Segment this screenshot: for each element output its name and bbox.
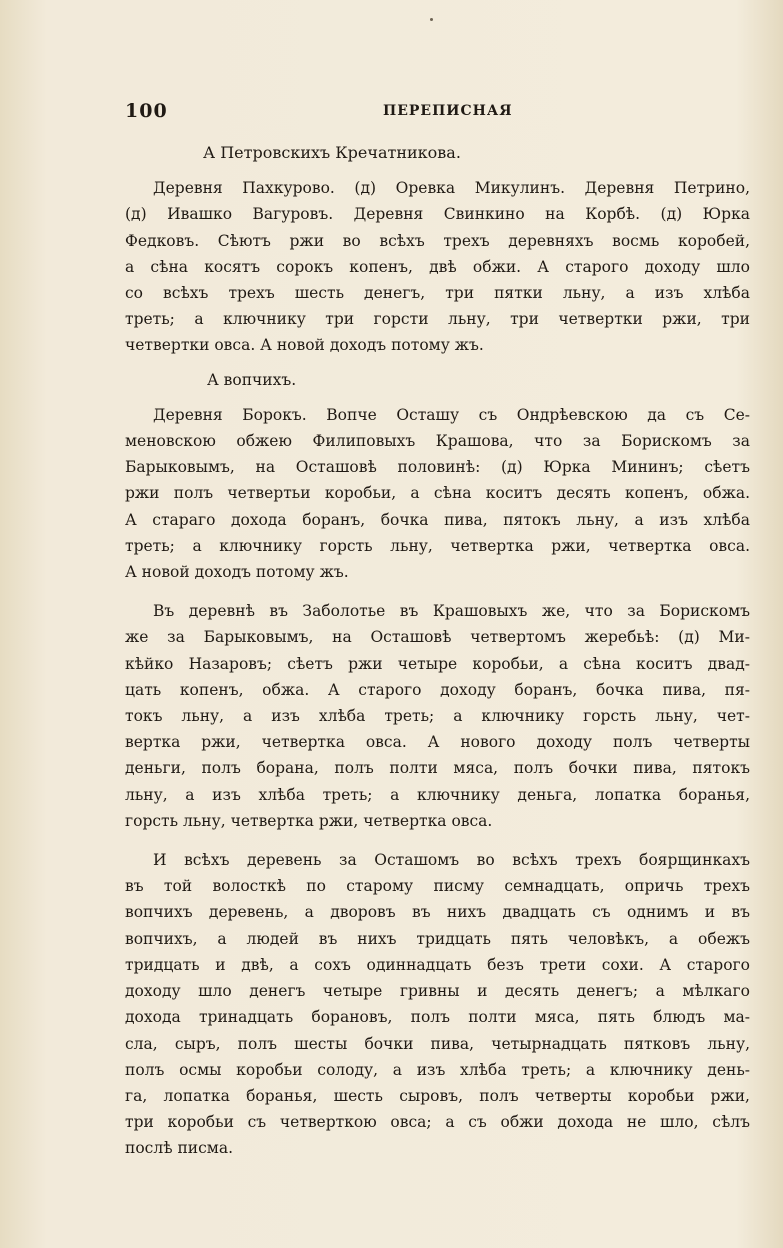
running-head xyxy=(125,100,750,124)
text-line: Барыковымъ, на Осташовѣ половинѣ: (д) Юрка Мининъ; сѣетъ xyxy=(125,458,750,477)
paragraph xyxy=(125,598,750,834)
text-line: токъ льну, а изъ хлѣба треть; а ключнику горсть льну, чет- xyxy=(125,707,750,726)
text-line: вопчихъ деревень, а дворовъ въ нихъ двадцать съ однимъ и въ xyxy=(125,903,750,922)
text-line: Деревня Борокъ. Вопче Осташу съ Ондрѣевскою да съ Се- xyxy=(153,405,750,424)
text-line: полъ осмы коробьи солоду, а изъ хлѣба треть; а ключнику день- xyxy=(125,1060,750,1079)
text-line: горсть льну, четвертка ржи, четвертка овса. xyxy=(125,811,493,830)
text-line: а сѣна косятъ сорокъ копенъ, двѣ обжи. А старого доходу шло xyxy=(125,257,750,276)
text-line: льну, а изъ хлѣба треть; а ключнику деньга, лопатка боранья, xyxy=(125,785,750,804)
text-line: деньги, полъ борана, полъ полти мяса, полъ бочки пива, пятокъ xyxy=(125,759,750,778)
text-line: тридцать и двѣ, а сохъ одиннадцать безъ трети сохи. А старого xyxy=(125,955,750,974)
text-line: И всѣхъ деревень за Осташомъ во всѣхъ трехъ боярщинкахъ xyxy=(153,851,750,870)
text-line: га, лопатка боранья, шесть сыровъ, полъ четверты коробьи ржи, xyxy=(125,1086,750,1105)
section-heading: А вопчихъ. xyxy=(207,370,297,389)
running-title: ПЕРЕПИСНАЯ xyxy=(383,103,513,119)
text-line: А стараго дохода боранъ, бочка пива, пятокъ льну, а изъ хлѣба xyxy=(125,510,750,529)
text-line: послѣ писма. xyxy=(125,1139,234,1158)
text-line: А новой доходъ потому жъ. xyxy=(125,563,349,582)
text-line: сла, сыръ, полъ шесты бочки пива, четырнадцать пятковъ льну, xyxy=(125,1034,750,1053)
text-line: дохода тринадцать борановъ, полъ полти мяса, пять блюдъ ма- xyxy=(125,1008,750,1027)
text-line: меновскою обжею Филиповыхъ Крашова, что за Борискомъ за xyxy=(125,432,750,451)
body-text xyxy=(125,140,750,1162)
text-line: цать копенъ, обжа. А старого доходу боранъ, бочка пива, пя- xyxy=(125,680,750,699)
section-heading: А Петровскихъ Кречатникова. xyxy=(203,143,461,162)
text-line: со всѣхъ трехъ шесть денегъ, три пятки льну, а изъ хлѣба xyxy=(125,284,750,303)
text-line: Федковъ. Сѣютъ ржи во всѣхъ трехъ деревняхъ восмь коробей, xyxy=(125,231,750,250)
text-line: же за Барыковымъ, на Осташовѣ четвертомъ жеребьѣ: (д) Ми- xyxy=(125,628,750,647)
text-line: три коробьи съ четверткою овса; а съ обжи дохода не шло, сѣлъ xyxy=(125,1113,750,1132)
paragraph xyxy=(125,402,750,585)
page-speck xyxy=(430,18,433,21)
text-line: вертка ржи, четвертка овса. А нового доходу полъ четверты xyxy=(125,733,750,752)
text-line: Деревня Пахкурово. (д) Оревка Микулинъ. Деревня Петрино, xyxy=(153,179,750,198)
text-line: (д) Ивашко Вагуровъ. Деревня Свинкино на Корбѣ. (д) Юрка xyxy=(125,205,750,224)
text-line: вопчихъ, а людей въ нихъ тридцать пять человѣкъ, а обежъ xyxy=(125,929,750,948)
text-line: въ той волосткѣ по старому писму семнадцать, опричь трехъ xyxy=(125,877,750,896)
text-line: Въ деревнѣ въ Заболотье въ Крашовыхъ же, что за Борискомъ xyxy=(153,602,750,621)
page-number: 100 xyxy=(125,100,168,122)
paragraph xyxy=(125,175,750,358)
text-line: доходу шло денегъ четыре гривны и десять денегъ; а мѣлкаго xyxy=(125,982,750,1001)
text-line: кѣйко Назаровъ; сѣетъ ржи четыре коробьи, а сѣна коситъ двад- xyxy=(125,654,750,673)
text-line: треть; а ключнику три горсти льну, три четвертки ржи, три xyxy=(125,310,750,329)
text-line: треть; а ключнику горсть льну, четвертка ржи, четвертка овса. xyxy=(125,536,750,555)
paragraph xyxy=(125,847,750,1161)
text-line: четвертки овса. А новой доходъ потому жъ. xyxy=(125,336,484,355)
text-line: ржи полъ четвертьи коробьи, а сѣна коситъ десять копенъ, обжа. xyxy=(125,484,750,503)
